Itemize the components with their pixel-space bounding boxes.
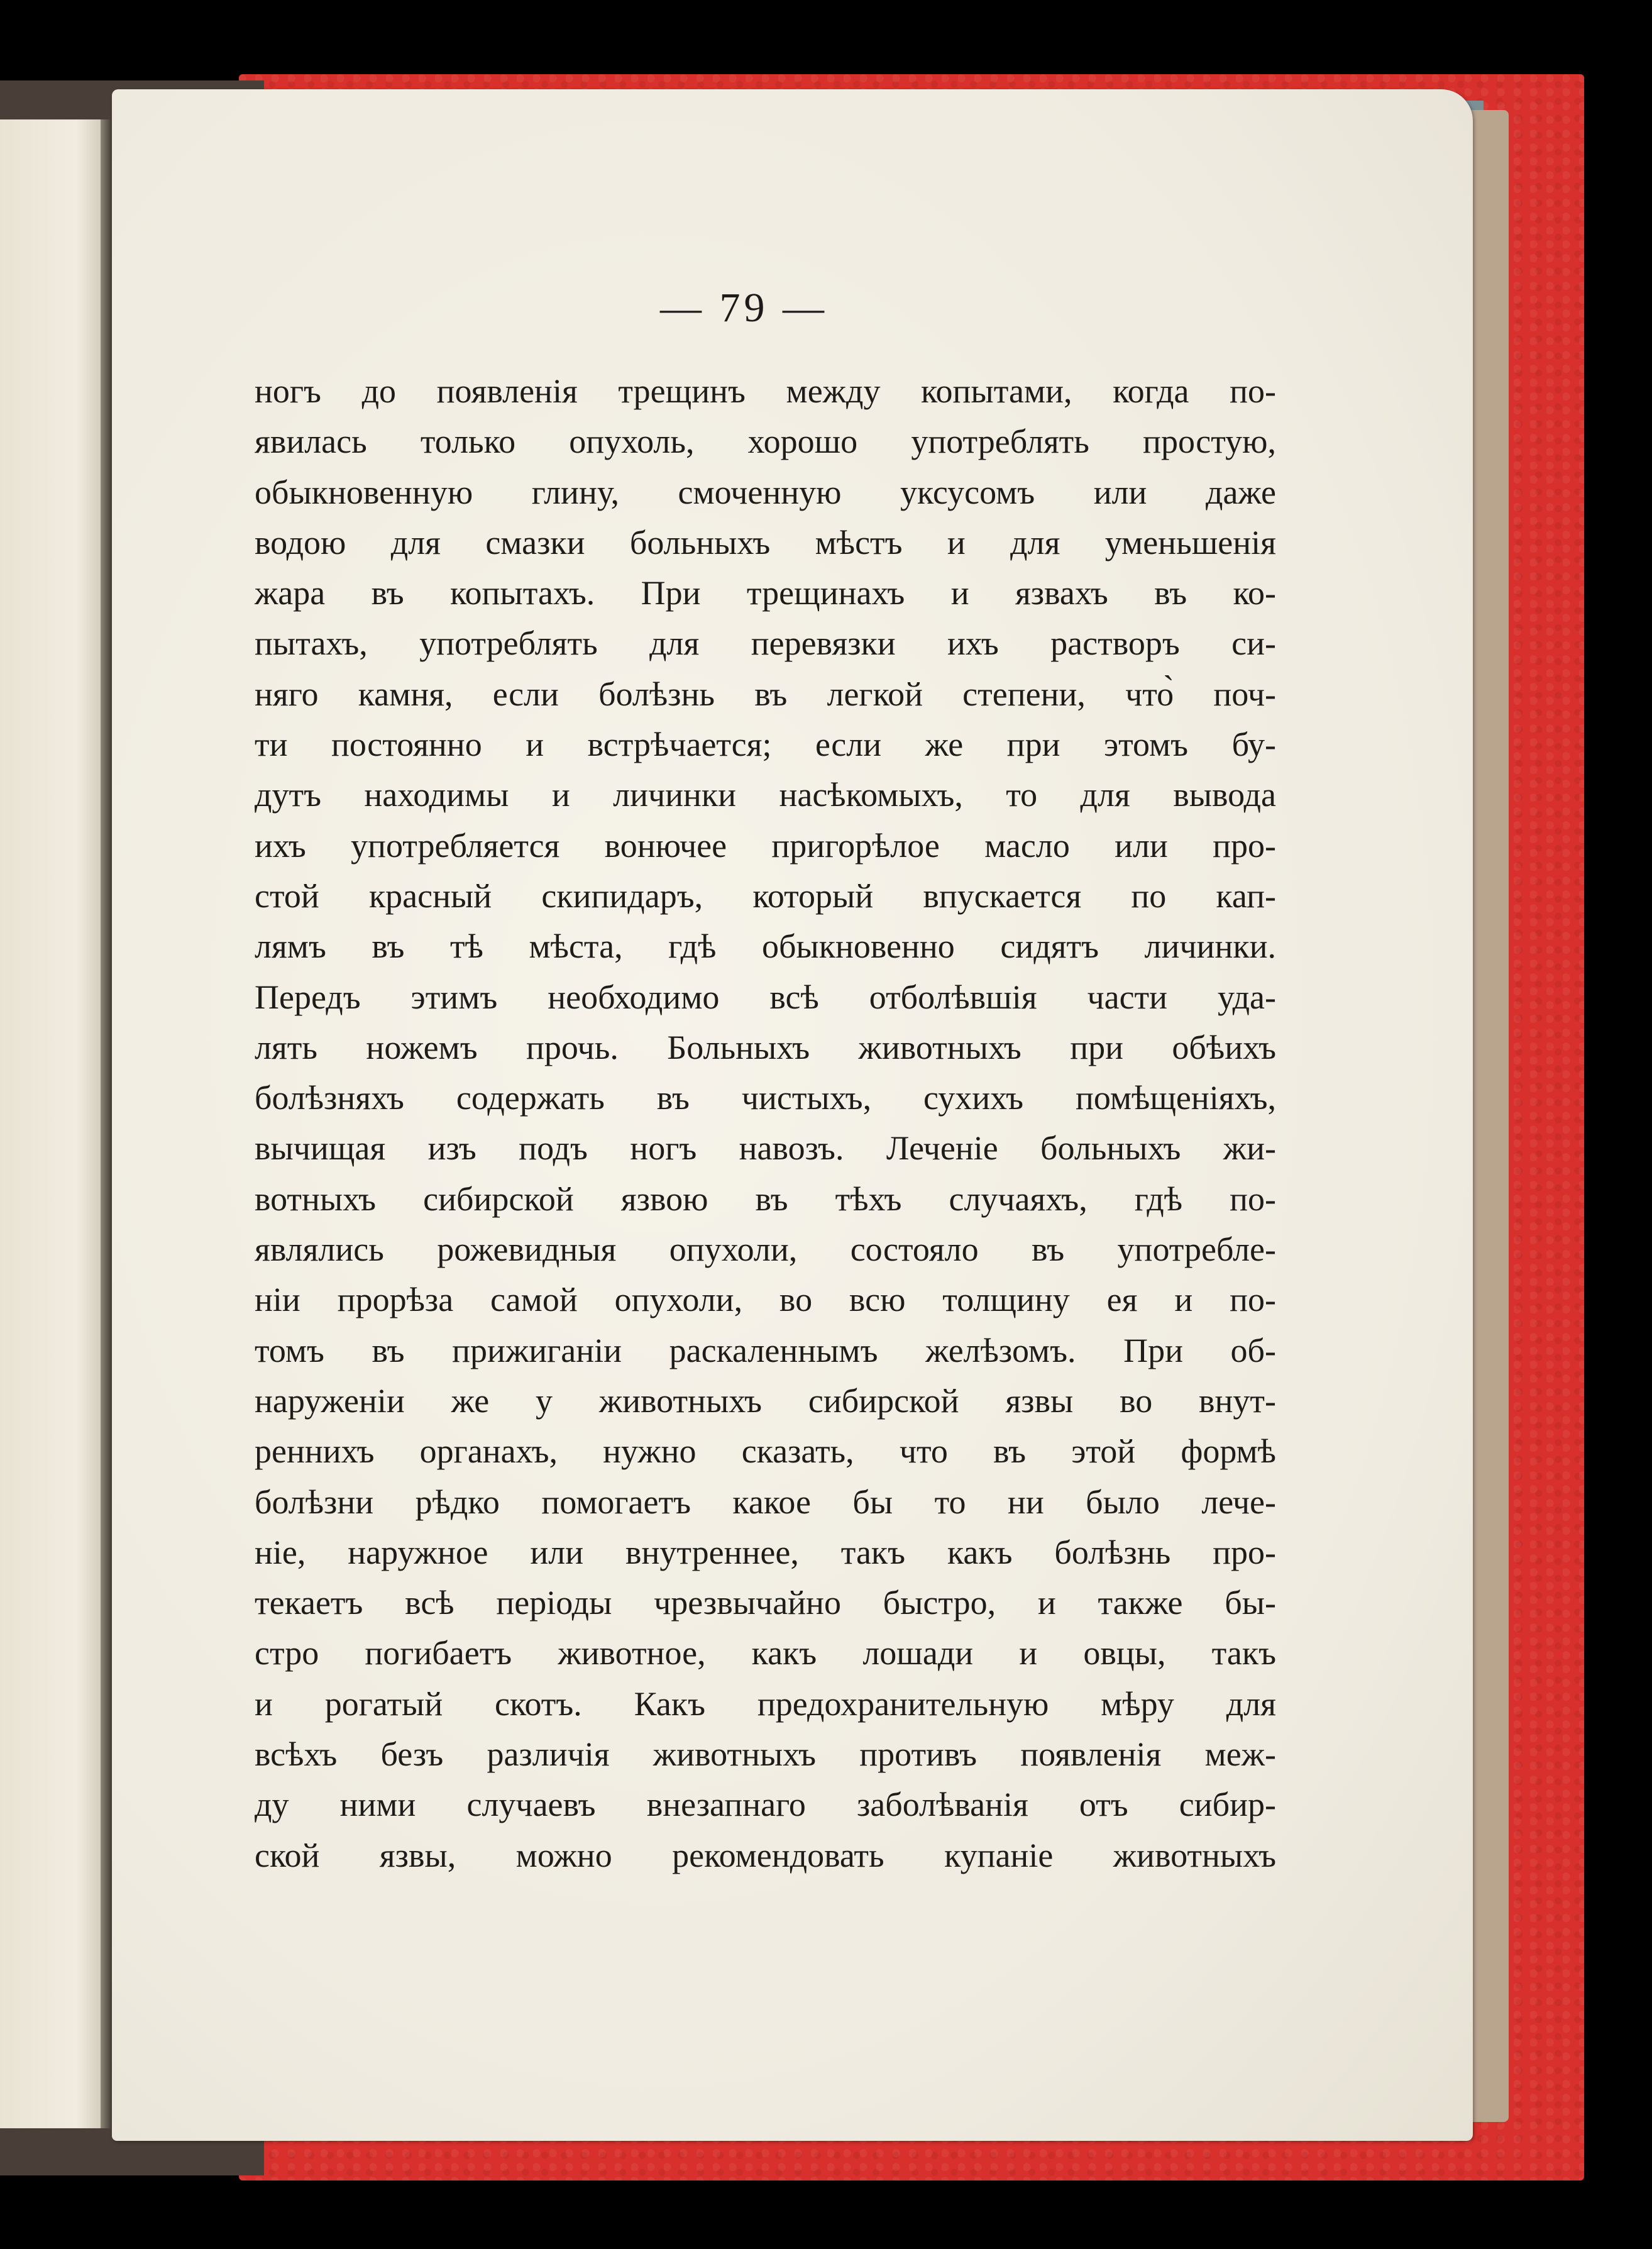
text-line: стой красный скипидаръ, который впускается по кап-: [255, 876, 1276, 915]
text-line: няго камня, если болѣзнь въ легкой степени, что̀ поч-: [255, 675, 1276, 713]
text-line: болѣзняхъ содержать въ чистыхъ, сухихъ помѣщеніяхъ,: [255, 1079, 1276, 1117]
text-line: явилась только опухоль, хорошо употреблять простую,: [255, 423, 1276, 461]
text-line: всѣхъ безъ различія животныхъ противъ появленія меж-: [255, 1735, 1276, 1774]
text-line: дутъ находимы и личинки насѣкомыхъ, то для вывода: [255, 776, 1276, 814]
text-line: текаетъ всѣ періоды чрезвычайно быстро, и также бы-: [255, 1584, 1276, 1622]
text-line: ніе, наружное или внутреннее, такъ какъ болѣзнь про-: [255, 1533, 1276, 1571]
body-text: [255, 366, 1276, 1881]
left-page-edge: [0, 119, 110, 2128]
text-line: водою для смазки больныхъ мѣстъ и для уменьшенія: [255, 523, 1276, 561]
text-line: и рогатый скотъ. Какъ предохранительную мѣру для: [255, 1684, 1276, 1723]
page-number: — 79 —: [660, 285, 828, 331]
text-line: реннихъ органахъ, нужно сказать, что въ этой формѣ: [255, 1432, 1276, 1471]
text-line: ду ними случаевъ внезапнаго заболѣванія отъ сибир-: [255, 1786, 1276, 1824]
text-line: ніи прорѣза самой опухоли, во всю толщину ея и по-: [255, 1281, 1276, 1319]
text-line: лямъ въ тѣ мѣста, гдѣ обыкновенно сидятъ личинки.: [255, 927, 1276, 966]
text-line: ской язвы, можно рекомендовать купаніе животныхъ: [255, 1836, 1276, 1874]
text-line: ногъ до появленія трещинъ между копытами, когда по-: [255, 372, 1276, 410]
text-line: жара въ копытахъ. При трещинахъ и язвахъ въ ко-: [255, 574, 1276, 612]
text-line: являлись рожевидныя опухоли, состояло въ употребле-: [255, 1230, 1276, 1269]
text-line: наруженіи же у животныхъ сибирской язвы во внут-: [255, 1381, 1276, 1420]
text-line: обыкновенную глину, смоченную уксусомъ или даже: [255, 473, 1276, 511]
text-line: стро погибаетъ животное, какъ лошади и овцы, такъ: [255, 1634, 1276, 1672]
text-line: томъ въ прижиганіи раскаленнымъ желѣзомъ. При об-: [255, 1331, 1276, 1369]
text-line: вычищая изъ подъ ногъ навозъ. Леченіе больныхъ жи-: [255, 1129, 1276, 1168]
text-line: ихъ употребляется вонючее пригорѣлое масло или про-: [255, 826, 1276, 865]
page-gutter: [101, 119, 113, 2128]
text-line: ти постоянно и встрѣчается; если же при этомъ бу-: [255, 726, 1276, 764]
text-line: пытахъ, употреблять для перевязки ихъ растворъ си-: [255, 624, 1276, 663]
text-line: болѣзни рѣдко помогаетъ какое бы то ни было лече-: [255, 1483, 1276, 1521]
text-line: вотныхъ сибирской язвою въ тѣхъ случаяхъ, гдѣ по-: [255, 1180, 1276, 1218]
text-line: Передъ этимъ необходимо всѣ отболѣвшія части уда-: [255, 978, 1276, 1016]
text-line: лять ножемъ прочь. Больныхъ животныхъ при обѣихъ: [255, 1028, 1276, 1066]
